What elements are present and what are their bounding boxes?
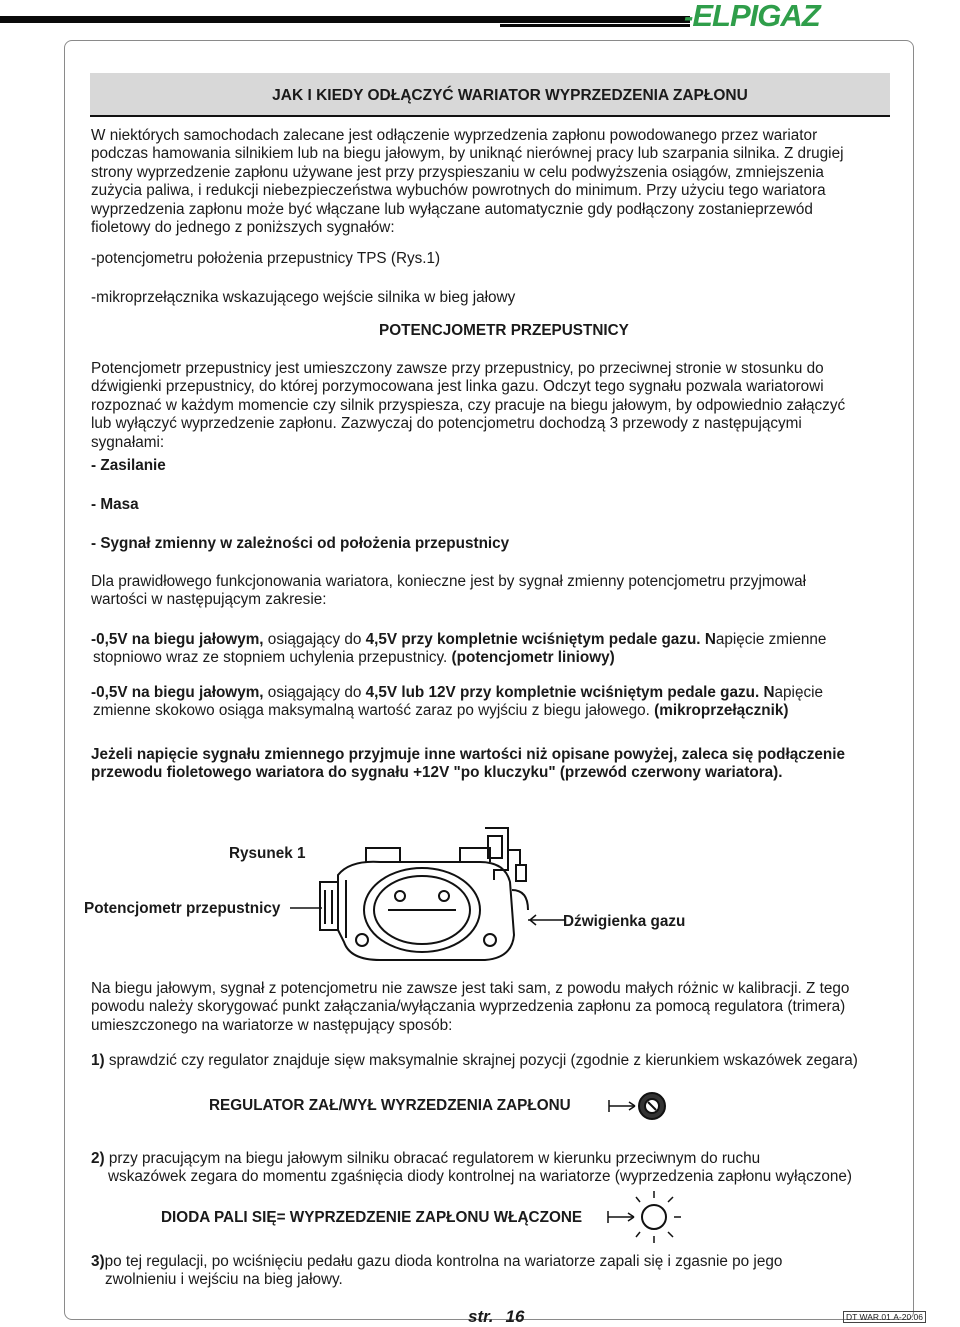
range-paragraph — [91, 573, 806, 610]
step-2: 2) przy pracującym na biegu jałowym silniku obracać regulatorem w kierunku przeciwnym do ruchu wskazówek zegara do momentu zgaśnięcia diody kontrolnej na wariatorze (wyprzedzenia zapłonu wyłączone) — [91, 1150, 852, 1186]
figure-caption: Rysunek 1 — [229, 845, 306, 862]
throttle-body-drawing — [280, 820, 570, 970]
wire-power: - Zasilanie — [91, 457, 166, 474]
header-rule — [0, 16, 690, 23]
page-title: JAK I KIEDY ODŁĄCZYĆ WARIATOR WYPRZEDZENIA ZAPŁONU — [272, 87, 748, 104]
section-title-tps: POTENCJOMETR PRZEPUSTNICY — [379, 322, 629, 339]
regulator-trimmer-icon — [605, 1088, 675, 1128]
wire-signal: - Sygnał zmienny w zależności od położenia przepustnicy — [91, 535, 510, 552]
intro-line: wyprzedzenia zapłonu może być włączane lub wyłączane automatycznie gdy podłączony zostanieprzewód — [91, 200, 813, 218]
tps-line: dźwigienki przepustnicy, do której porzymocowana jest linka gazu. Odczyt tego sygnału pozwala wariatorowi — [91, 378, 824, 396]
range-line: Dla prawidłowego funkcjonowania wariatora, konieczne jest by sygnał zmienny potencjometru przyjmował — [91, 573, 807, 590]
diode-label: DIODA PALI SIĘ= WYPRZEDZENIE ZAPŁONU WŁĄCZONE — [161, 1209, 583, 1226]
intro-line: fioletowy do jednego z poniższych sygnałów: — [91, 219, 395, 237]
header-rule-accent — [500, 24, 690, 27]
signal-tps: -potencjometru położenia przepustnicy TPS (Rys.1) — [91, 250, 441, 267]
led-lit-icon — [604, 1188, 684, 1246]
intro-paragraph — [91, 127, 843, 237]
document-code: DT WAR.01.A-20.06 — [843, 1311, 926, 1323]
step-1: 1) sprawdzić czy regulator znajduje sięw maksymalnie skrajnej pozycji (zgodnie z kierunkiem wskazówek zegara) — [91, 1052, 858, 1069]
figure-label-potentiometer: Potencjometr przepustnicy — [84, 900, 281, 917]
tps-paragraph — [91, 360, 845, 452]
elpigaz-logo: -ELPIGAZ — [684, 0, 820, 33]
wire-ground: - Masa — [91, 496, 139, 513]
intro-line: zużycia paliwa, i redukcji niebezpieczeństwa wybuchów powrotnych do minimum. Przy użyciu tego wariatora — [91, 182, 826, 200]
range-line: wartości w następującym zakresie: — [91, 591, 327, 609]
warning-line: przewodu fioletowego wariatora do sygnału +12V "po kluczyku" (przewód czerwony wariatora). — [91, 764, 783, 782]
tps-line: sygnałami: — [91, 433, 165, 451]
idle-line: umieszczonego na wariatorze w następujący sposób: — [91, 1016, 453, 1034]
idle-line: Na biegu jałowym, sygnał z potencjometru nie zawsze jest taki sam, z powodu małych różnic w kalibracji. Z tego — [91, 980, 850, 997]
switch-spec: -0,5V na biegu jałowym, osiągający do 4,5V lub 12V przy kompletnie wciśniętym pedale gazu. Napięcie zmienne skokowo osiąga maksymalną wartość zaraz po wyjściu z biegu jałowego. (mikroprzełącznik) — [91, 684, 824, 720]
regulator-label: REGULATOR ZAŁ/WYŁ WYRZEDZENIA ZAPŁONU — [209, 1097, 571, 1114]
page-number: str. 16 — [468, 1307, 525, 1326]
title-banner — [90, 73, 890, 117]
figure-label-lever: Dźwigienka gazu — [563, 913, 686, 930]
idle-line: powodu należy skorygować punkt załączania/wyłączania wyprzedzenia zapłonu za pomocą regulatora (trimera) — [91, 998, 846, 1016]
step-3: 3)po tej regulacji, po wciśnięciu pedału gazu dioda kontrolna na wariatorze zapali się i zgasnie po jego zwolnieniu i wejściu na bieg jałowy. — [91, 1253, 783, 1289]
tps-line: rozpoznać w każdym momencie czy silnik przyspiesza, czy pracuje na biegu jałowym, by odpowiednio załączyć — [91, 396, 846, 414]
signal-microswitch: -mikroprzełącznika wskazującego wejście silnika w bieg jałowy — [91, 289, 516, 306]
idle-paragraph — [91, 980, 849, 1035]
warning-paragraph — [91, 746, 845, 783]
warning-line: Jeżeli napięcie sygnału zmiennego przyjmuje inne wartości niż opisane powyżej, zaleca się podłączenie — [91, 746, 846, 763]
intro-line: W niektórych samochodach zalecane jest odłączenie wyprzedzenia zapłonu powodowanego przez wariator — [91, 127, 818, 144]
intro-line: podczas hamowania silnikiem lub na biegu jałowym, by uniknąć nierównej pracy lub szarpania silnika. Z drugiej — [91, 145, 844, 163]
tps-line: lub wyłączyć wyprzedzenie zapłonu. Zazwyczaj do potencjometru dochodzą 3 przewody z następującymi — [91, 415, 802, 433]
linear-spec: -0,5V na biegu jałowym, osiągający do 4,5V przy kompletnie wciśniętym pedale gazu. Napięcie zmienne stopniowo wraz ze stopniem uchylenia przepustnicy. (potencjometr liniowy) — [91, 631, 827, 667]
tps-line: Potencjometr przepustnicy jest umieszczony zawsze przy przepustnicy, po przeciwnej stronie w stosunku do — [91, 360, 824, 377]
intro-line: strony wyprzedzenie zapłonu używane jest przy przyspieszaniu w celu podwyższenia osiągów, zmniejszenia — [91, 163, 824, 181]
